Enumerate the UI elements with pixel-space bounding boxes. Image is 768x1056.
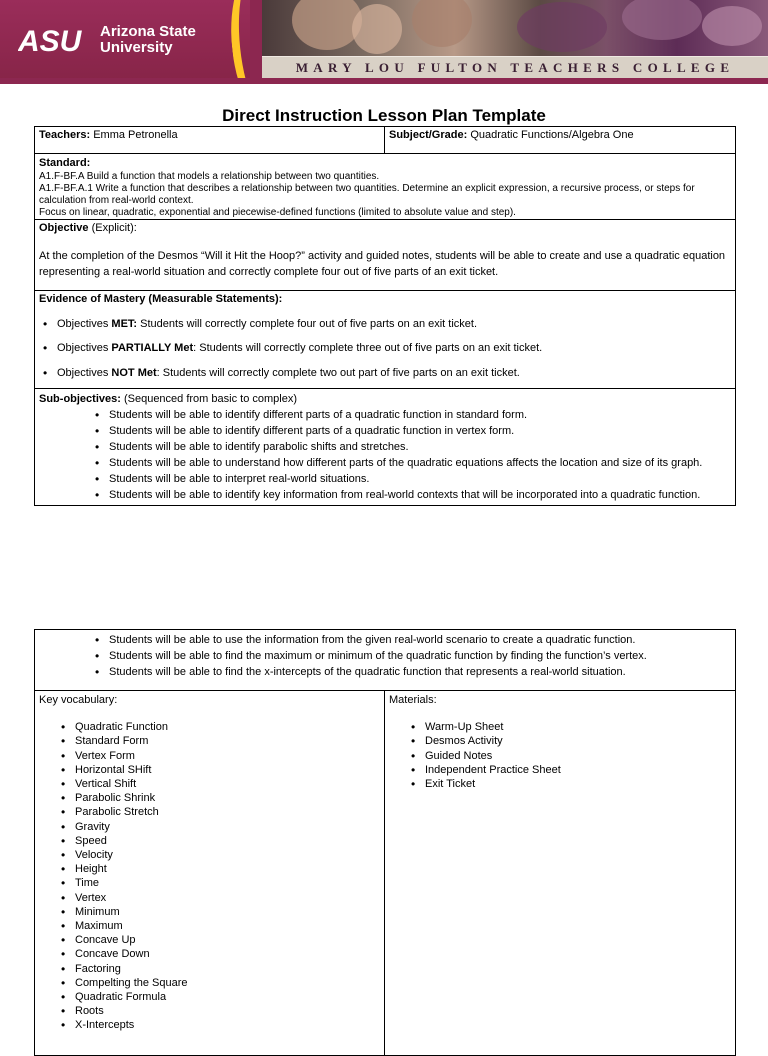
vocabulary-cell xyxy=(35,691,385,1056)
materials-item: • Exit Ticket xyxy=(407,777,731,791)
mastery-row xyxy=(35,291,736,389)
mastery-item: • Objectives PARTIALLY Met: Students will correctly complete three out of five parts on an exit ticket. xyxy=(39,342,731,356)
vocabulary-item: • Standard Form xyxy=(57,734,380,748)
subobjective-item: • Students will be able to understand how different parts of the quadratic equations affects the location and size of its graph. xyxy=(91,455,731,471)
subobjectives-row xyxy=(35,389,736,506)
vocabulary-item: • Vertical Shift xyxy=(57,777,380,791)
subobjectives-label: Sub-objectives: xyxy=(39,393,121,405)
lesson-plan-table-continued xyxy=(34,629,736,1056)
lesson-plan-table xyxy=(34,126,736,506)
objective-label-suffix: (Explicit): xyxy=(88,221,137,234)
objective-text: At the completion of the Desmos “Will it Hit the Hoop?” activity and guided notes, students will be able to create and use a quadratic equation representing a real-world situation and correctly complete four out of five parts of an exit ticket. xyxy=(39,250,726,278)
objective-heading xyxy=(39,222,731,236)
materials-label: Materials: xyxy=(389,694,437,706)
vocabulary-item: • Horizontal SHift xyxy=(57,763,380,777)
vocabulary-item: • Height xyxy=(57,862,380,876)
vocabulary-item: • Vertex xyxy=(57,891,380,905)
vocabulary-item: • Compelting the Square xyxy=(57,976,380,990)
subobjective-item: • Students will be able to identify parabolic shifts and stretches. xyxy=(91,439,731,455)
vocabulary-list xyxy=(39,720,380,1032)
standard-line: A1.F-BF.A Build a function that models a relationship between two quantities. xyxy=(39,170,380,182)
standard-cell xyxy=(35,154,736,220)
vocabulary-item: • Time xyxy=(57,876,380,890)
university-name xyxy=(100,24,250,56)
subobjective-item: • Students will be able to find the maximum or minimum of the quadratic function by finding the function’s vertex. xyxy=(91,648,731,664)
mastery-item: • Objectives NOT Met: Students will correctly complete two out part of five parts on an exit ticket. xyxy=(39,367,731,381)
subobjective-item: • Students will be able to interpret real-world situations. xyxy=(91,471,731,487)
subobjective-item: • Students will be able to identify different parts of a quadratic function in vertex form. xyxy=(91,423,731,439)
subject-label: Subject/Grade: xyxy=(389,129,468,141)
vocabulary-item: • X-Intercepts xyxy=(57,1018,380,1032)
standard-label: Standard: xyxy=(39,157,91,169)
vocabulary-item: • Concave Down xyxy=(57,947,380,961)
subobjectives-continued-list xyxy=(39,632,731,680)
university-line2: University xyxy=(100,39,173,56)
standard-line: Focus on linear, quadratic, exponential and piecewise-defined functions (limited to absolute value and step). xyxy=(39,206,516,218)
vocabulary-item: • Quadratic Formula xyxy=(57,990,380,1004)
subobjectives-cell xyxy=(35,389,736,506)
objective-row xyxy=(35,219,736,291)
vocabulary-item: • Roots xyxy=(57,1004,380,1018)
vocabulary-item: • Factoring xyxy=(57,962,380,976)
asu-letters: ASU xyxy=(18,26,82,54)
teachers-label: Teachers: xyxy=(39,129,91,141)
college-name: MARY LOU FULTON TEACHERS COLLEGE xyxy=(295,60,735,75)
objective-label: Objective xyxy=(39,221,89,234)
subobjective-item: • Students will be able to find the x-intercepts of the quadratic function that represents a real-world situation. xyxy=(91,664,731,680)
mastery-item: • Objectives MET: Students will correctly complete four out of five parts on an exit ticket. xyxy=(39,318,731,332)
vocabulary-item: • Maximum xyxy=(57,919,380,933)
banner-bottom-stripe xyxy=(0,78,768,84)
teachers-value: Emma Petronella xyxy=(93,129,178,141)
mastery-list xyxy=(39,318,731,381)
subobjectives-continued-cell xyxy=(35,630,736,691)
vocabulary-item: • Concave Up xyxy=(57,933,380,947)
materials-list xyxy=(389,720,731,791)
teacher-subject-row xyxy=(35,127,736,154)
subject-value: Quadratic Functions/Algebra One xyxy=(470,129,634,141)
mastery-label: Evidence of Mastery (Measurable Statements): xyxy=(39,293,283,305)
university-line1: Arizona State xyxy=(100,23,196,40)
materials-item: • Independent Practice Sheet xyxy=(407,763,731,777)
vocabulary-label: Key vocabulary: xyxy=(39,694,118,706)
subobjective-item: • Students will be able to identify different parts of a quadratic function in standard form. xyxy=(91,407,731,423)
subobjective-item: • Students will be able to identify key information from real-world contexts that will be incorporated into a quadratic function. xyxy=(91,487,731,503)
logo-area xyxy=(0,0,250,84)
vocabulary-item: • Vertex Form xyxy=(57,749,380,763)
subobjectives-label-suffix: (Sequenced from basic to complex) xyxy=(120,393,297,405)
vocabulary-item: • Parabolic Stretch xyxy=(57,805,380,819)
vocab-materials-row xyxy=(35,691,736,1056)
standard-row xyxy=(35,154,736,220)
subobjectives-continued-row xyxy=(35,630,736,691)
header-banner xyxy=(0,0,768,84)
header-photo xyxy=(262,0,768,56)
vocabulary-item: • Speed xyxy=(57,834,380,848)
objective-cell xyxy=(35,219,736,291)
document-title: Direct Instruction Lesson Plan Template xyxy=(222,106,546,125)
subobjectives-heading xyxy=(39,391,731,407)
standard-line: A1.F-BF.A.1 Write a function that describes a relationship between two quantities. Determine an explicit expression, a recursive process, or steps for calculation from real-world context. xyxy=(39,182,695,206)
teachers-cell xyxy=(35,127,385,154)
vocabulary-item: • Parabolic Shrink xyxy=(57,791,380,805)
materials-item: • Guided Notes xyxy=(407,749,731,763)
mastery-cell xyxy=(35,291,736,389)
subobjectives-list xyxy=(39,407,731,503)
vocabulary-item: • Quadratic Function xyxy=(57,720,380,734)
materials-item: • Desmos Activity xyxy=(407,734,731,748)
vocabulary-item: • Minimum xyxy=(57,905,380,919)
materials-item: • Warm-Up Sheet xyxy=(407,720,731,734)
vocabulary-item: • Velocity xyxy=(57,848,380,862)
materials-cell xyxy=(385,691,736,1056)
subobjective-item: • Students will be able to use the information from the given real-world scenario to create a quadratic function. xyxy=(91,632,731,648)
subject-cell xyxy=(385,127,736,154)
college-bar xyxy=(262,56,768,79)
asu-logo-mark xyxy=(18,26,94,54)
vocabulary-item: • Gravity xyxy=(57,820,380,834)
